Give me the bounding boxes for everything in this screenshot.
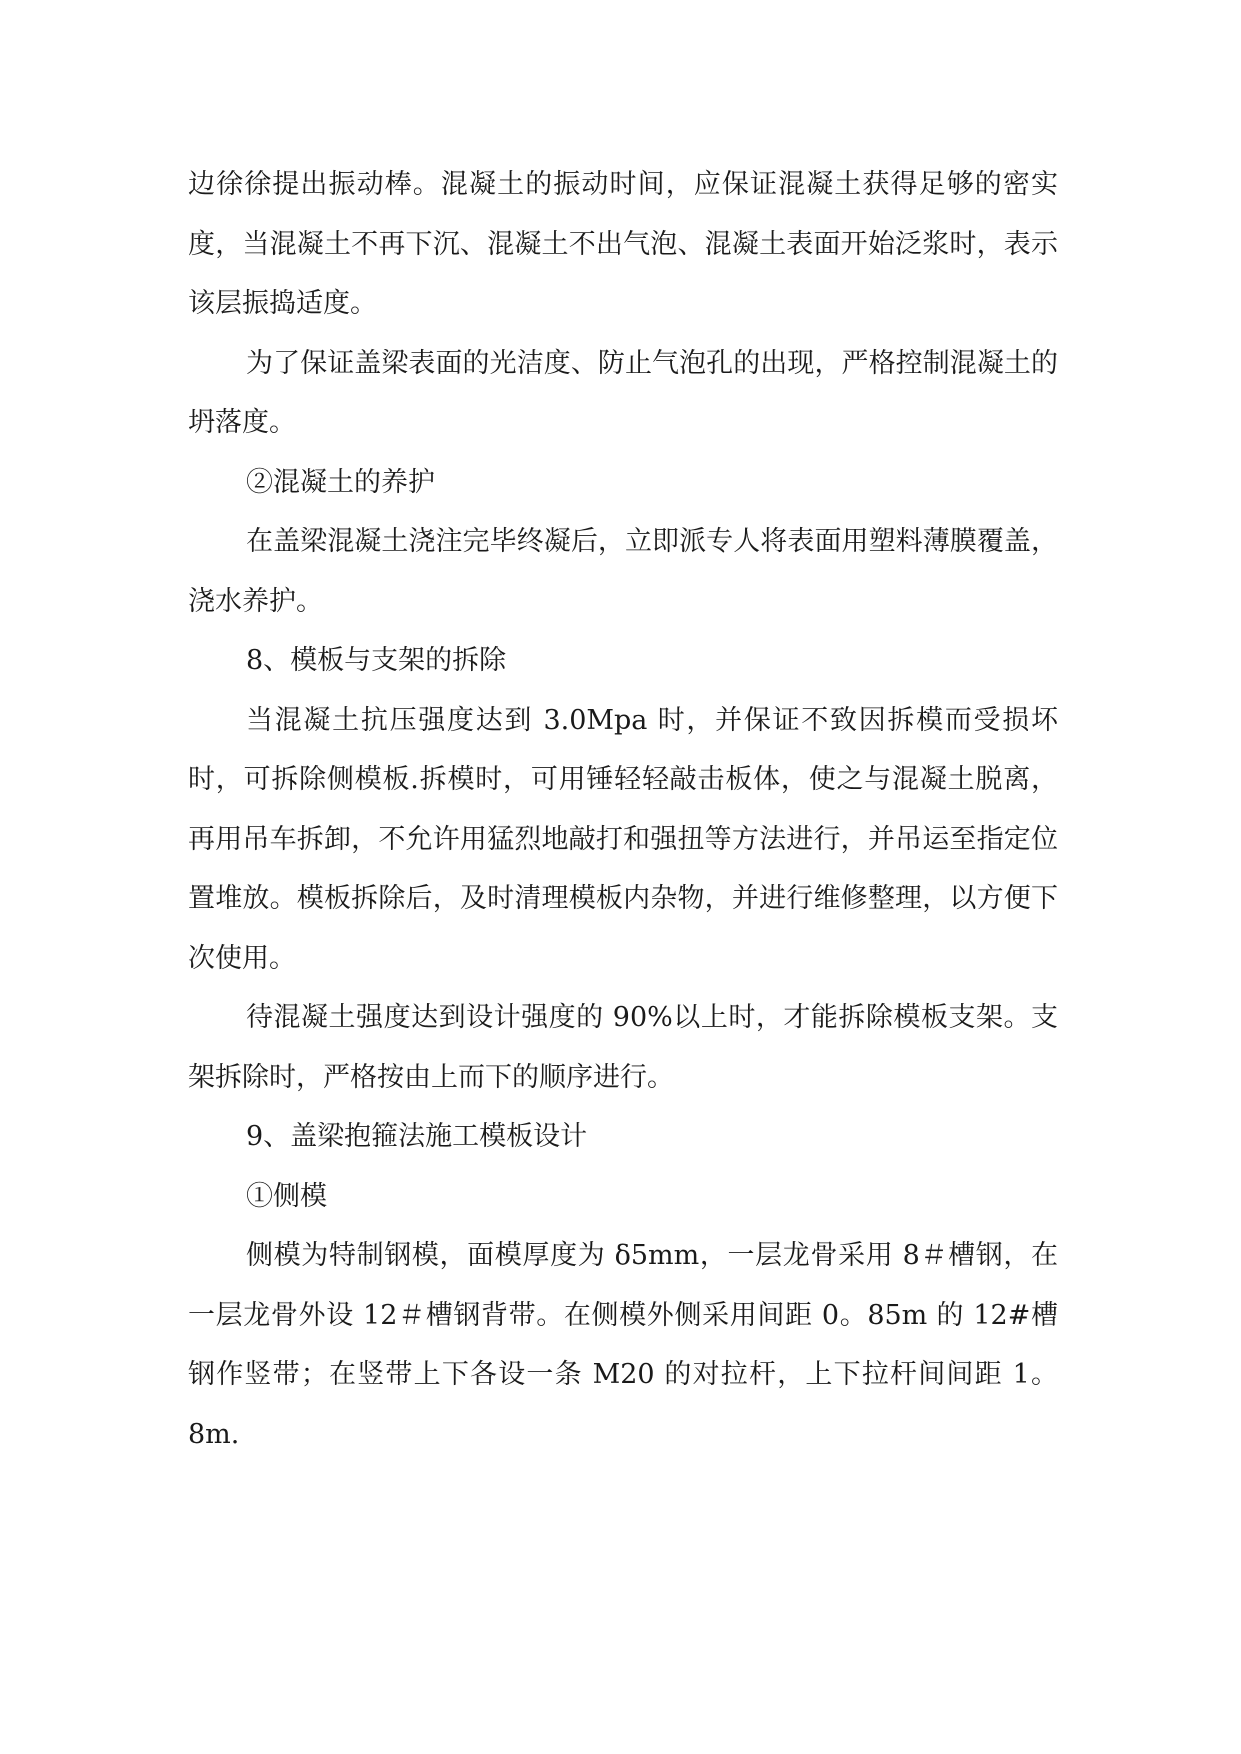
paragraph-side-form-removal: 当混凝土抗压强度达到 3.0Mpa 时，并保证不致因拆模而受损坏时，可拆除侧模板.拆模时，可用锤轻轻敲击板体，使之与混凝土脱离，再用吊车拆卸，不允许用猛烈地敲打和强扭等方法进行，并吊运至指定位置堆放。模板拆除后，及时清理模板内杂物，并进行维修整理，以方便下次使用。 [188,704,1058,974]
paragraph-curing: 在盖梁混凝土浇注完毕终凝后，立即派专人将表面用塑料薄膜覆盖，浇水养护。 [188,526,1058,617]
paragraph-surface-finish: 为了保证盖梁表面的光洁度、防止气泡孔的出现，严格控制混凝土的坍落度。 [188,347,1058,438]
heading-formwork-removal: 8、模板与支架的拆除 [246,645,507,676]
heading-concrete-curing: ②混凝土的养护 [246,466,435,498]
heading-side-form: ①侧模 [246,1180,327,1212]
heading-formwork-design: 9、盖梁抱箍法施工模板设计 [246,1121,588,1152]
paragraph-side-form: 侧模为特制钢模，面模厚度为 δ5mm，一层龙骨采用 8＃槽钢，在一层龙骨外设 12＃槽钢背带。在侧模外侧采用间距 0。85m 的 12#槽钢作竖带；在竖带上下各设一条 M20 的对拉杆，上下拉杆间间距 1。8m. [188,1240,1058,1450]
paragraph-vibration-time: 边徐徐提出振动棒。混凝土的振动时间，应保证混凝土获得足够的密实度，当混凝土不再下沉、混凝土不出气泡、混凝土表面开始泛浆时，表示该层振捣适度。 [188,169,1058,319]
document-body [188,155,1058,1464]
paragraph-support-removal: 待混凝土强度达到设计强度的 90%以上时，才能拆除模板支架。支架拆除时，严格按由上而下的顺序进行。 [188,1002,1058,1093]
